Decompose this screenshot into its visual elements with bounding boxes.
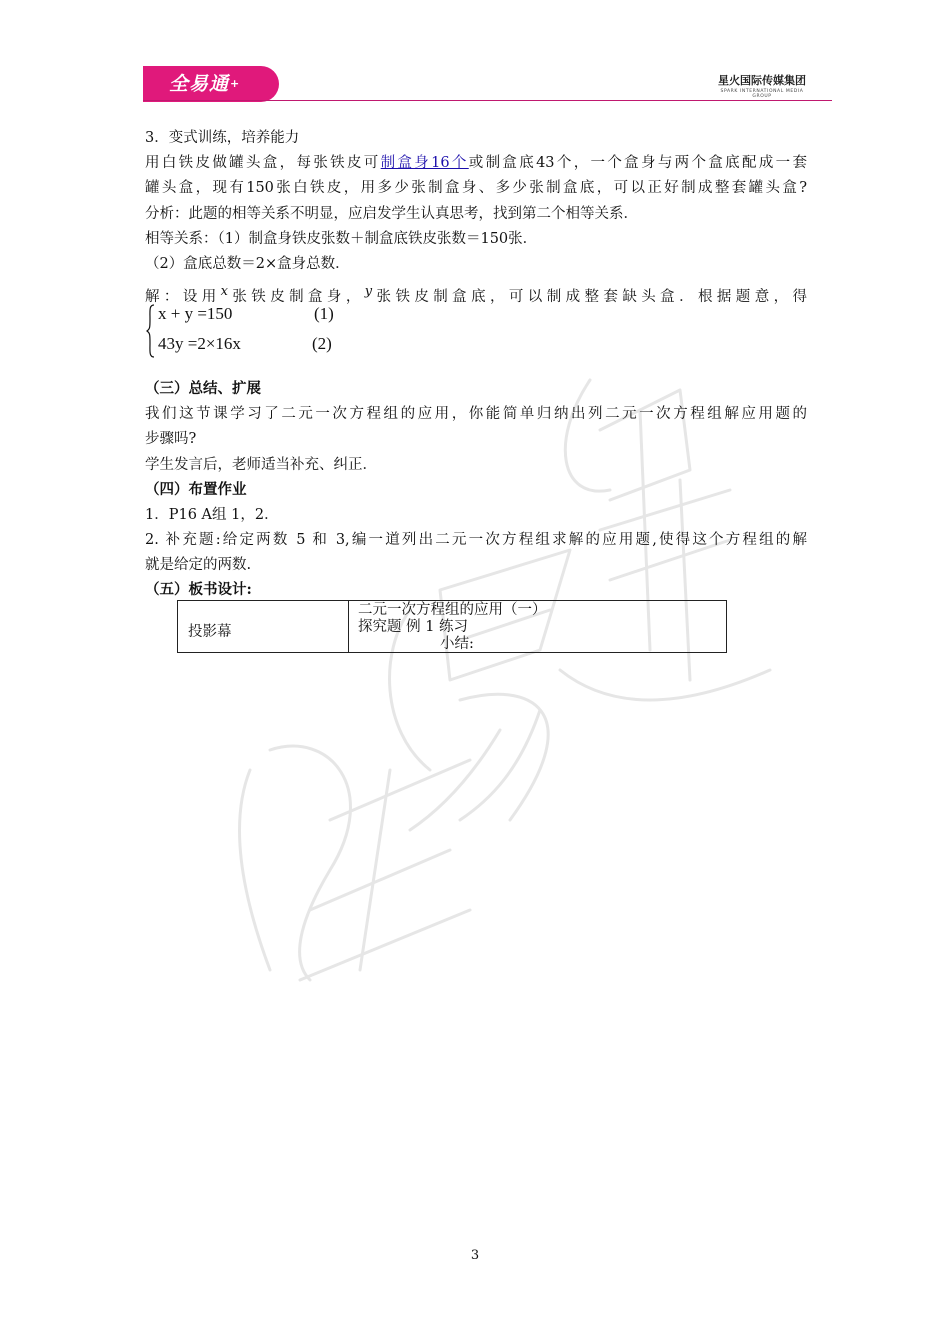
problem-text-b: 或制盒底43个，一个盒身与两个盒底配成一套 xyxy=(468,155,807,171)
relation-2: （2）盒底总数＝2×盒身总数． xyxy=(145,256,350,272)
problem-link[interactable]: 制盒身16个 xyxy=(380,155,469,171)
homework-item-1: 1．P16 A组 1，2． xyxy=(145,507,279,523)
equation-1-number: (1) xyxy=(314,304,334,323)
board-divider xyxy=(348,601,349,652)
publisher-logo xyxy=(712,72,812,99)
summary-line-2: 步骤吗? xyxy=(145,431,197,447)
problem-line-1 xyxy=(145,153,807,173)
watermark-logo xyxy=(210,350,810,990)
summary-line-1: 我们这节课学习了二元一次方程组的应用，你能简单归纳出列二元一次方程组解应用题的 xyxy=(145,406,807,422)
publisher-name: 星火国际传媒集团 xyxy=(718,74,806,87)
var-x: x xyxy=(220,284,228,299)
board-left-cell: 投影幕 xyxy=(188,624,232,640)
analysis-text: 分析：此题的相等关系不明显，应启发学生认真思考，找到第二个相等关系． xyxy=(145,206,638,222)
var-y: y xyxy=(364,284,373,299)
equation-1: x + y =150 xyxy=(158,304,233,323)
brace-icon xyxy=(146,303,156,359)
solution-c: 张铁皮制盒底，可以制成整套缺头盒．根据题意，得 xyxy=(372,289,808,305)
equation-2: 43y =2×16x xyxy=(158,334,241,353)
logo-text: 全易通 xyxy=(169,73,230,95)
section-title: 3．变式训练，培养能力 xyxy=(145,130,300,146)
brand-logo xyxy=(143,66,279,102)
board-design-table xyxy=(177,600,727,653)
board-title: 二元一次方程组的应用（一） xyxy=(358,602,547,618)
header-rule xyxy=(143,100,832,101)
homework-item-2: 2. 补充题:给定两数 5 和 3,编一道列出二元一次方程组求解的应用题,使得这个方程组的解 xyxy=(145,532,807,548)
problem-line-2: 罐头盒，现有150张白铁皮，用多少张制盒身、多少张制盒底，可以正好制成整套罐头盒? xyxy=(145,180,807,196)
equation-2-number: (2) xyxy=(312,334,332,353)
board-summary: 小结: xyxy=(440,636,474,652)
equation-system xyxy=(146,303,366,359)
publisher-name-en: SPARK INTERNATIONAL MEDIA GROUP xyxy=(720,89,804,99)
solution-a: 解：设用 xyxy=(145,289,221,305)
summary-heading: （三）总结、扩展 xyxy=(145,380,261,397)
solution-b: 张铁皮制盒身， xyxy=(227,289,365,305)
board-examples: 探究题 例 1 练习 xyxy=(358,619,469,635)
page-number: 3 xyxy=(470,1248,480,1263)
problem-text-a: 用白铁皮做罐头盒，每张铁皮可 xyxy=(145,155,381,171)
relation-1: 相等关系：（1）制盒身铁皮张数＋制盒底铁皮张数＝150张． xyxy=(145,231,538,247)
homework-heading: （四）布置作业 xyxy=(145,481,247,498)
summary-line-3: 学生发言后，老师适当补充、纠正． xyxy=(145,457,377,473)
logo-star: + xyxy=(230,77,241,90)
homework-item-2-cont: 就是给定的两数. xyxy=(145,557,252,573)
board-heading: （五）板书设计: xyxy=(145,581,252,598)
